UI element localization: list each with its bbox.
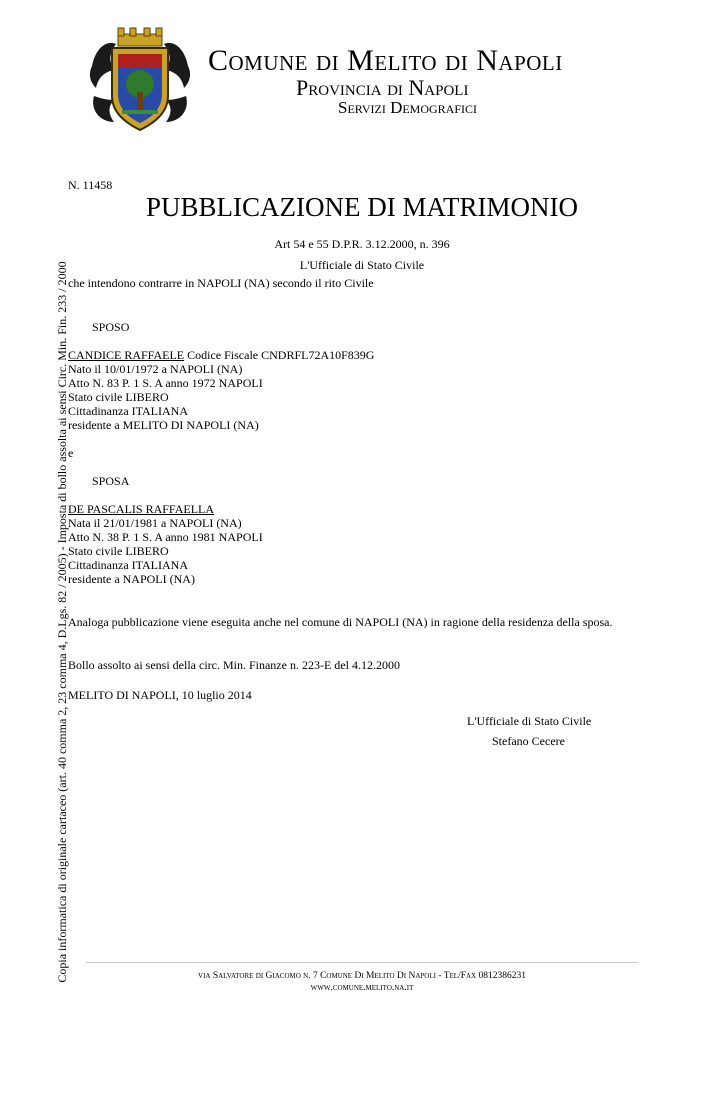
document-title: PUBBLICAZIONE DI MATRIMONIO <box>146 192 578 222</box>
bride-name: DE PASCALIS RAFFAELLA <box>68 502 215 516</box>
legal-reference: Art 54 e 55 D.P.R. 3.12.2000, n. 396 <box>274 237 450 251</box>
footer-website: www.comune.melito.na.it <box>310 983 414 993</box>
signature-role: L'Ufficiale di Stato Civile <box>467 714 592 728</box>
groom-heading: SPOSO <box>92 320 130 334</box>
groom-marital-status: Stato civile LIBERO <box>68 390 169 404</box>
officer-intro: L'Ufficiale di Stato Civile <box>299 258 425 272</box>
bride-record: Atto N. 38 P. 1 S. A anno 1981 NAPOLI <box>68 530 263 544</box>
intent-line: che intendono contrarre in NAPOLI (NA) secondo il rito Civile <box>68 276 374 290</box>
groom-name-line <box>68 348 374 362</box>
coat-of-arms-logo <box>86 26 194 138</box>
groom-record: Atto N. 83 P. 1 S. A anno 1972 NAPOLI <box>68 376 263 390</box>
groom-name: CANDICE RAFFAELE <box>68 348 185 362</box>
municipality-name: Comune di Melito di Napoli <box>208 44 563 77</box>
stamp-duty-note: Bollo assolto ai sensi della circ. Min. Finanze n. 223-E del 4.12.2000 <box>68 658 400 672</box>
bride-birth: Nata il 21/01/1981 a NAPOLI (NA) <box>68 516 242 530</box>
bride-residence: residente a NAPOLI (NA) <box>68 572 195 586</box>
place-and-date: MELITO DI NAPOLI, 10 luglio 2014 <box>68 688 252 702</box>
groom-residence: residente a MELITO DI NAPOLI (NA) <box>68 418 259 432</box>
bride-marital-status: Stato civile LIBERO <box>68 544 169 558</box>
groom-birth: Nato il 10/01/1972 a NAPOLI (NA) <box>68 362 243 376</box>
department-name: Servizi Demografici <box>338 98 478 117</box>
footer-divider <box>86 962 638 963</box>
vertical-legal-note: Copia informatica di originale cartaceo (art. 40 comma 2, 23 comma 4, D.Lgs. 82 / 2005) - Imposta di bollo assolta ai sensi Circ. Min. Fin. 233 / 2000 <box>55 261 69 983</box>
conjunction: e <box>68 446 74 460</box>
groom-tax-code: Codice Fiscale CNDRFL72A10F839G <box>184 348 375 362</box>
analog-publication-note: Analoga pubblicazione viene eseguita anche nel comune di NAPOLI (NA) in ragione della residenza della sposa. <box>68 615 613 629</box>
signature-name: Stefano Cecere <box>492 734 565 748</box>
groom-citizenship: Cittadinanza ITALIANA <box>68 404 188 418</box>
bride-citizenship: Cittadinanza ITALIANA <box>68 558 188 572</box>
province-name: Provincia di Napoli <box>296 75 469 100</box>
document-number: N. 11458 <box>68 178 113 192</box>
footer-address: via Salvatore di Giacomo n. 7 Comune Di Melito Di Napoli - Tel/Fax 0812386231 <box>198 971 526 981</box>
bride-heading: SPOSA <box>92 474 130 488</box>
